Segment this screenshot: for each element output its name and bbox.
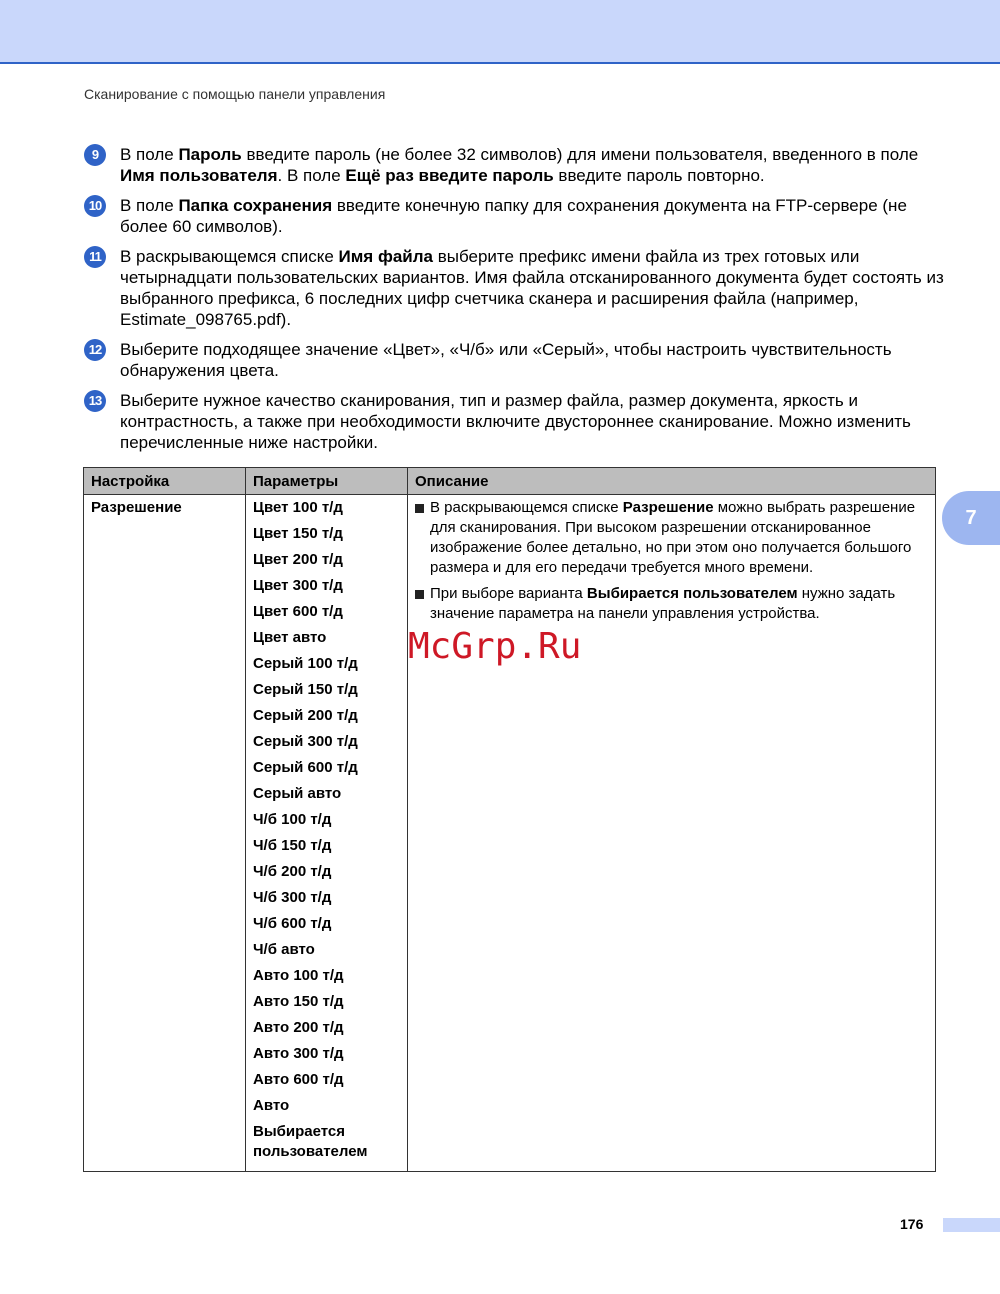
chapter-tab: 7 [942, 491, 1000, 545]
parameter-option: Выбирается пользователем [253, 1123, 368, 1160]
page-number: 176 [900, 1216, 924, 1232]
running-head: Сканирование с помощью панели управления [84, 86, 386, 102]
step-item [84, 144, 944, 186]
parameter-option: Цвет 600 т/д [253, 603, 343, 620]
table-header-row [84, 468, 936, 495]
parameter-option: Ч/б 150 т/д [253, 837, 332, 854]
table-row [84, 495, 936, 1172]
description-cell [408, 495, 936, 1172]
step-item [84, 390, 944, 453]
text-run: При выборе варианта [430, 585, 587, 602]
bold-term: Имя пользователя [120, 166, 278, 185]
text-run: Выберите подходящее значение «Цвет», «Ч/б» или «Серый», чтобы настроить чувствительность обнаружения цвета. [120, 340, 892, 380]
header-description: Описание [408, 468, 936, 495]
text-run: введите пароль повторно. [553, 166, 765, 185]
parameter-option: Авто 200 т/д [253, 1019, 344, 1036]
header-parameters: Параметры [246, 468, 408, 495]
step-text [120, 246, 944, 330]
bold-term: Папка сохранения [178, 196, 333, 215]
bold-term: Ещё раз введите пароль [345, 166, 554, 185]
text-run: . В поле [277, 166, 346, 185]
text-run: В раскрывающемся списке [120, 247, 339, 266]
parameter-option: Авто 300 т/д [253, 1045, 344, 1062]
text-run: можно выбрать разрешение для сканирования. При высоком разрешении отсканированное изображение более детально, но при этом оно получается большого размера и для его передачи требуется много времени. [430, 499, 916, 576]
parameter-option: Ч/б 300 т/д [253, 889, 332, 906]
text-run: нужно задать значение параметра на панели управления устройства. [430, 585, 896, 622]
step-number-badge: 9 [84, 144, 106, 166]
text-run: выберите префикс имени файла из трех готовых или четырнадцати пользовательских вариантов. Имя файла отсканированного документа будет состоять из выбранного префикса, 6 последних цифр счетчика сканера и расширения файла (например, Estimate_098765.pdf). [120, 247, 944, 329]
parameter-option: Цвет авто [253, 629, 327, 646]
step-number-badge: 13 [84, 390, 106, 412]
square-bullet-icon [415, 504, 424, 513]
text-run: В поле [120, 145, 179, 164]
text-run: введите пароль (не более 32 символов) для имени пользователя, введенного в поле [241, 145, 919, 164]
parameter-option: Авто [253, 1097, 290, 1114]
parameter-option: Ч/б 100 т/д [253, 811, 332, 828]
parameter-option: Цвет 150 т/д [253, 525, 343, 542]
description-item [415, 584, 928, 624]
parameter-option: Серый 100 т/д [253, 655, 358, 672]
step-text [120, 195, 944, 237]
setting-name: Разрешение [91, 499, 182, 516]
parameter-option: Авто 150 т/д [253, 993, 344, 1010]
bold-term: Имя файла [338, 247, 433, 266]
step-item [84, 339, 944, 381]
bold-term: Пароль [178, 145, 242, 164]
text-run: введите конечную папку для сохранения документа на FTP-сервере (не более 60 символов). [120, 196, 907, 236]
parameter-option: Серый 600 т/д [253, 759, 358, 776]
parameter-option: Серый авто [253, 785, 342, 802]
text-run: В раскрывающемся списке [430, 499, 623, 516]
settings-table [83, 467, 936, 1172]
parameter-option: Ч/б авто [253, 941, 315, 958]
top-band [0, 0, 1000, 64]
bold-term: Разрешение [622, 499, 714, 516]
step-number-badge: 12 [84, 339, 106, 361]
footer-bar [943, 1218, 1000, 1232]
square-bullet-icon [415, 590, 424, 599]
parameter-option: Серый 300 т/д [253, 733, 358, 750]
parameter-option: Серый 150 т/д [253, 681, 358, 698]
step-number-badge: 10 [84, 195, 106, 217]
step-number-badge: 11 [84, 246, 106, 268]
text-run: Выберите нужное качество сканирования, тип и размер файла, размер документа, яркость и контрастность, а также при необходимости включите двустороннее сканирование. Можно изменить перечисленные ниже настройки. [120, 391, 911, 452]
parameter-option: Цвет 300 т/д [253, 577, 343, 594]
parameter-option: Серый 200 т/д [253, 707, 358, 724]
step-text [120, 339, 944, 381]
parameter-option: Ч/б 200 т/д [253, 863, 332, 880]
step-item [84, 195, 944, 237]
setting-cell [84, 495, 246, 1172]
step-text [120, 390, 944, 453]
text-run: В поле [120, 196, 179, 215]
step-list [84, 144, 944, 462]
parameter-option: Цвет 100 т/д [253, 499, 343, 516]
parameter-option: Авто 600 т/д [253, 1071, 344, 1088]
step-text [120, 144, 944, 186]
parameter-option: Цвет 200 т/д [253, 551, 343, 568]
step-item [84, 246, 944, 330]
description-item [415, 498, 928, 578]
parameters-cell [246, 495, 408, 1172]
parameter-option: Авто 100 т/д [253, 967, 344, 984]
parameter-option: Ч/б 600 т/д [253, 915, 332, 932]
watermark: McGrp.Ru [408, 626, 582, 667]
header-setting: Настройка [84, 468, 246, 495]
bold-term: Выбирается пользователем [586, 585, 798, 602]
